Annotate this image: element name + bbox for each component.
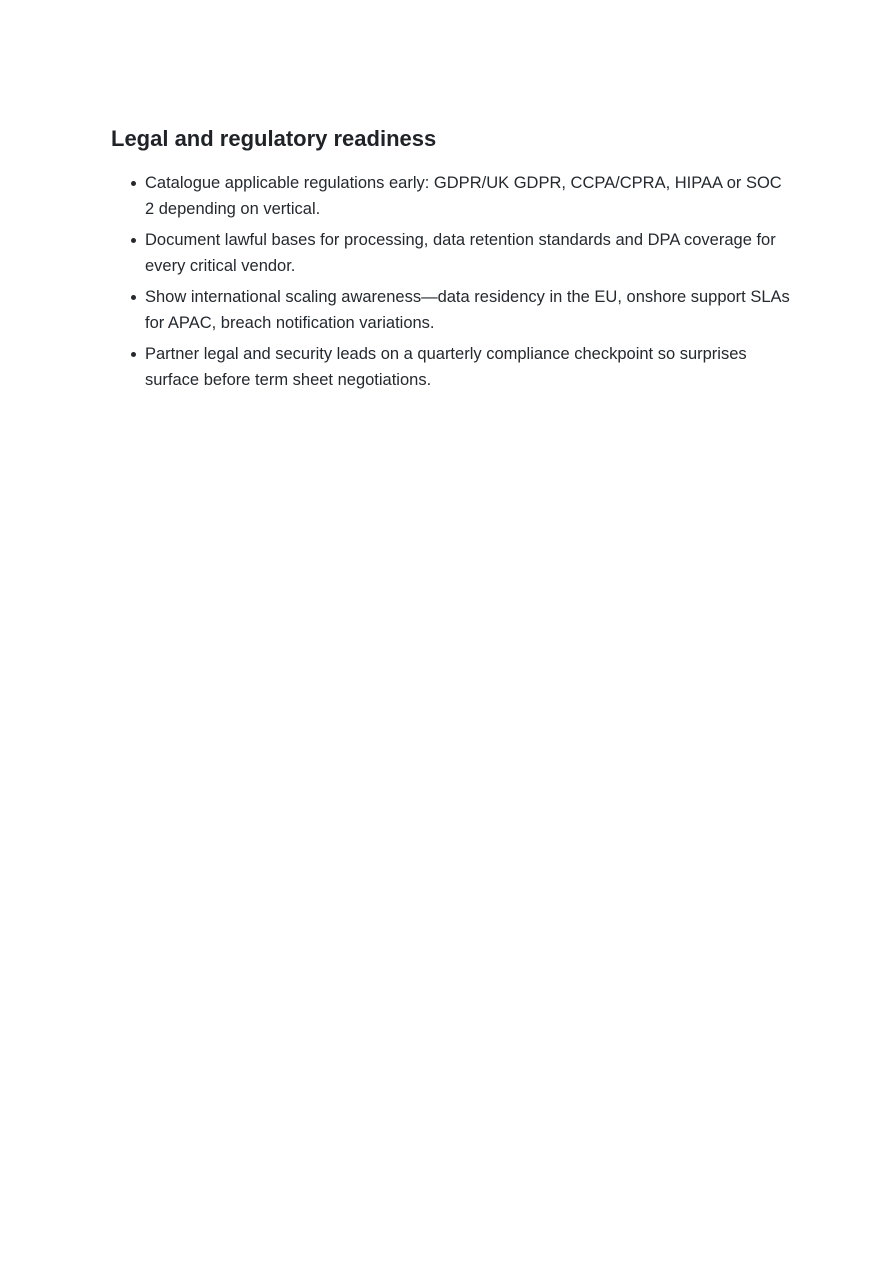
list-item	[111, 284, 791, 336]
list-item-text: Show international scaling awareness—data residency in the EU, onshore support SLAs for APAC, breach notification variations.	[145, 288, 790, 332]
section-title: Legal and regulatory readiness	[111, 126, 437, 151]
list-item	[111, 227, 791, 279]
bullet-dot-icon	[131, 181, 136, 186]
list-item	[111, 170, 791, 222]
bullet-list	[111, 170, 791, 393]
list-item-text: Document lawful bases for processing, data retention standards and DPA coverage for every critical vendor.	[145, 231, 776, 275]
list-item-text: Catalogue applicable regulations early: GDPR/UK GDPR, CCPA/CPRA, HIPAA or SOC 2 depending on vertical.	[145, 174, 782, 218]
bullet-dot-icon	[131, 295, 136, 300]
bullet-dot-icon	[131, 238, 136, 243]
list-item-text: Partner legal and security leads on a quarterly compliance checkpoint so surprises surface before term sheet negotiations.	[145, 345, 747, 389]
bullet-dot-icon	[131, 352, 136, 357]
document-page	[111, 124, 791, 398]
list-item	[111, 341, 791, 393]
